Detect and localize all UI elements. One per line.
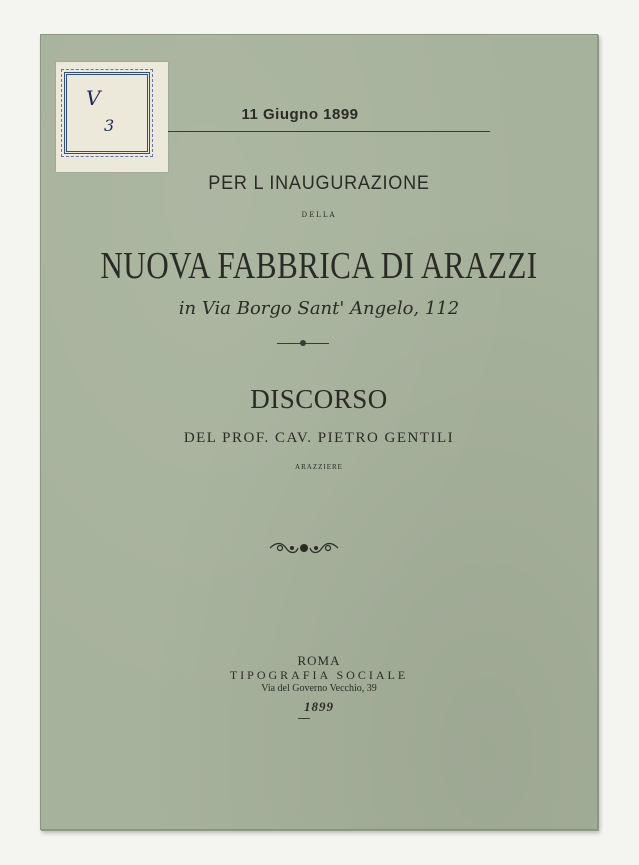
year-underline bbox=[298, 718, 310, 719]
main-title: NUOVA FABBRICA DI ARAZZI bbox=[100, 245, 538, 287]
discorso-heading: DISCORSO bbox=[250, 384, 388, 414]
label-shelf-mark-line1: V bbox=[86, 86, 101, 110]
label-shelf-mark-line2: 3 bbox=[104, 116, 115, 135]
date-line: 11 Giugno 1899 bbox=[241, 106, 359, 123]
label-border bbox=[64, 72, 150, 154]
imprint-printer: TIPOGRAFIA SOCIALE bbox=[229, 668, 409, 682]
top-rule bbox=[168, 131, 490, 132]
author-role: ARAZZIERE bbox=[295, 463, 343, 471]
della-line: DELLA bbox=[301, 211, 337, 219]
imprint-year: 1899 bbox=[304, 699, 334, 714]
author-line: DEL PROF. CAV. PIETRO GENTILI bbox=[183, 430, 455, 446]
library-label bbox=[56, 62, 168, 172]
address-line: in Via Borgo Sant' Angelo, 112 bbox=[178, 298, 460, 319]
fleuron-ornament-icon bbox=[268, 540, 340, 556]
ornament-dot bbox=[300, 340, 306, 346]
imprint-street: Via del Governo Vecchio, 39 bbox=[261, 683, 377, 694]
occasion-heading: PER L INAUGURAZIONE bbox=[208, 173, 430, 194]
imprint-city: ROMA bbox=[297, 653, 341, 668]
